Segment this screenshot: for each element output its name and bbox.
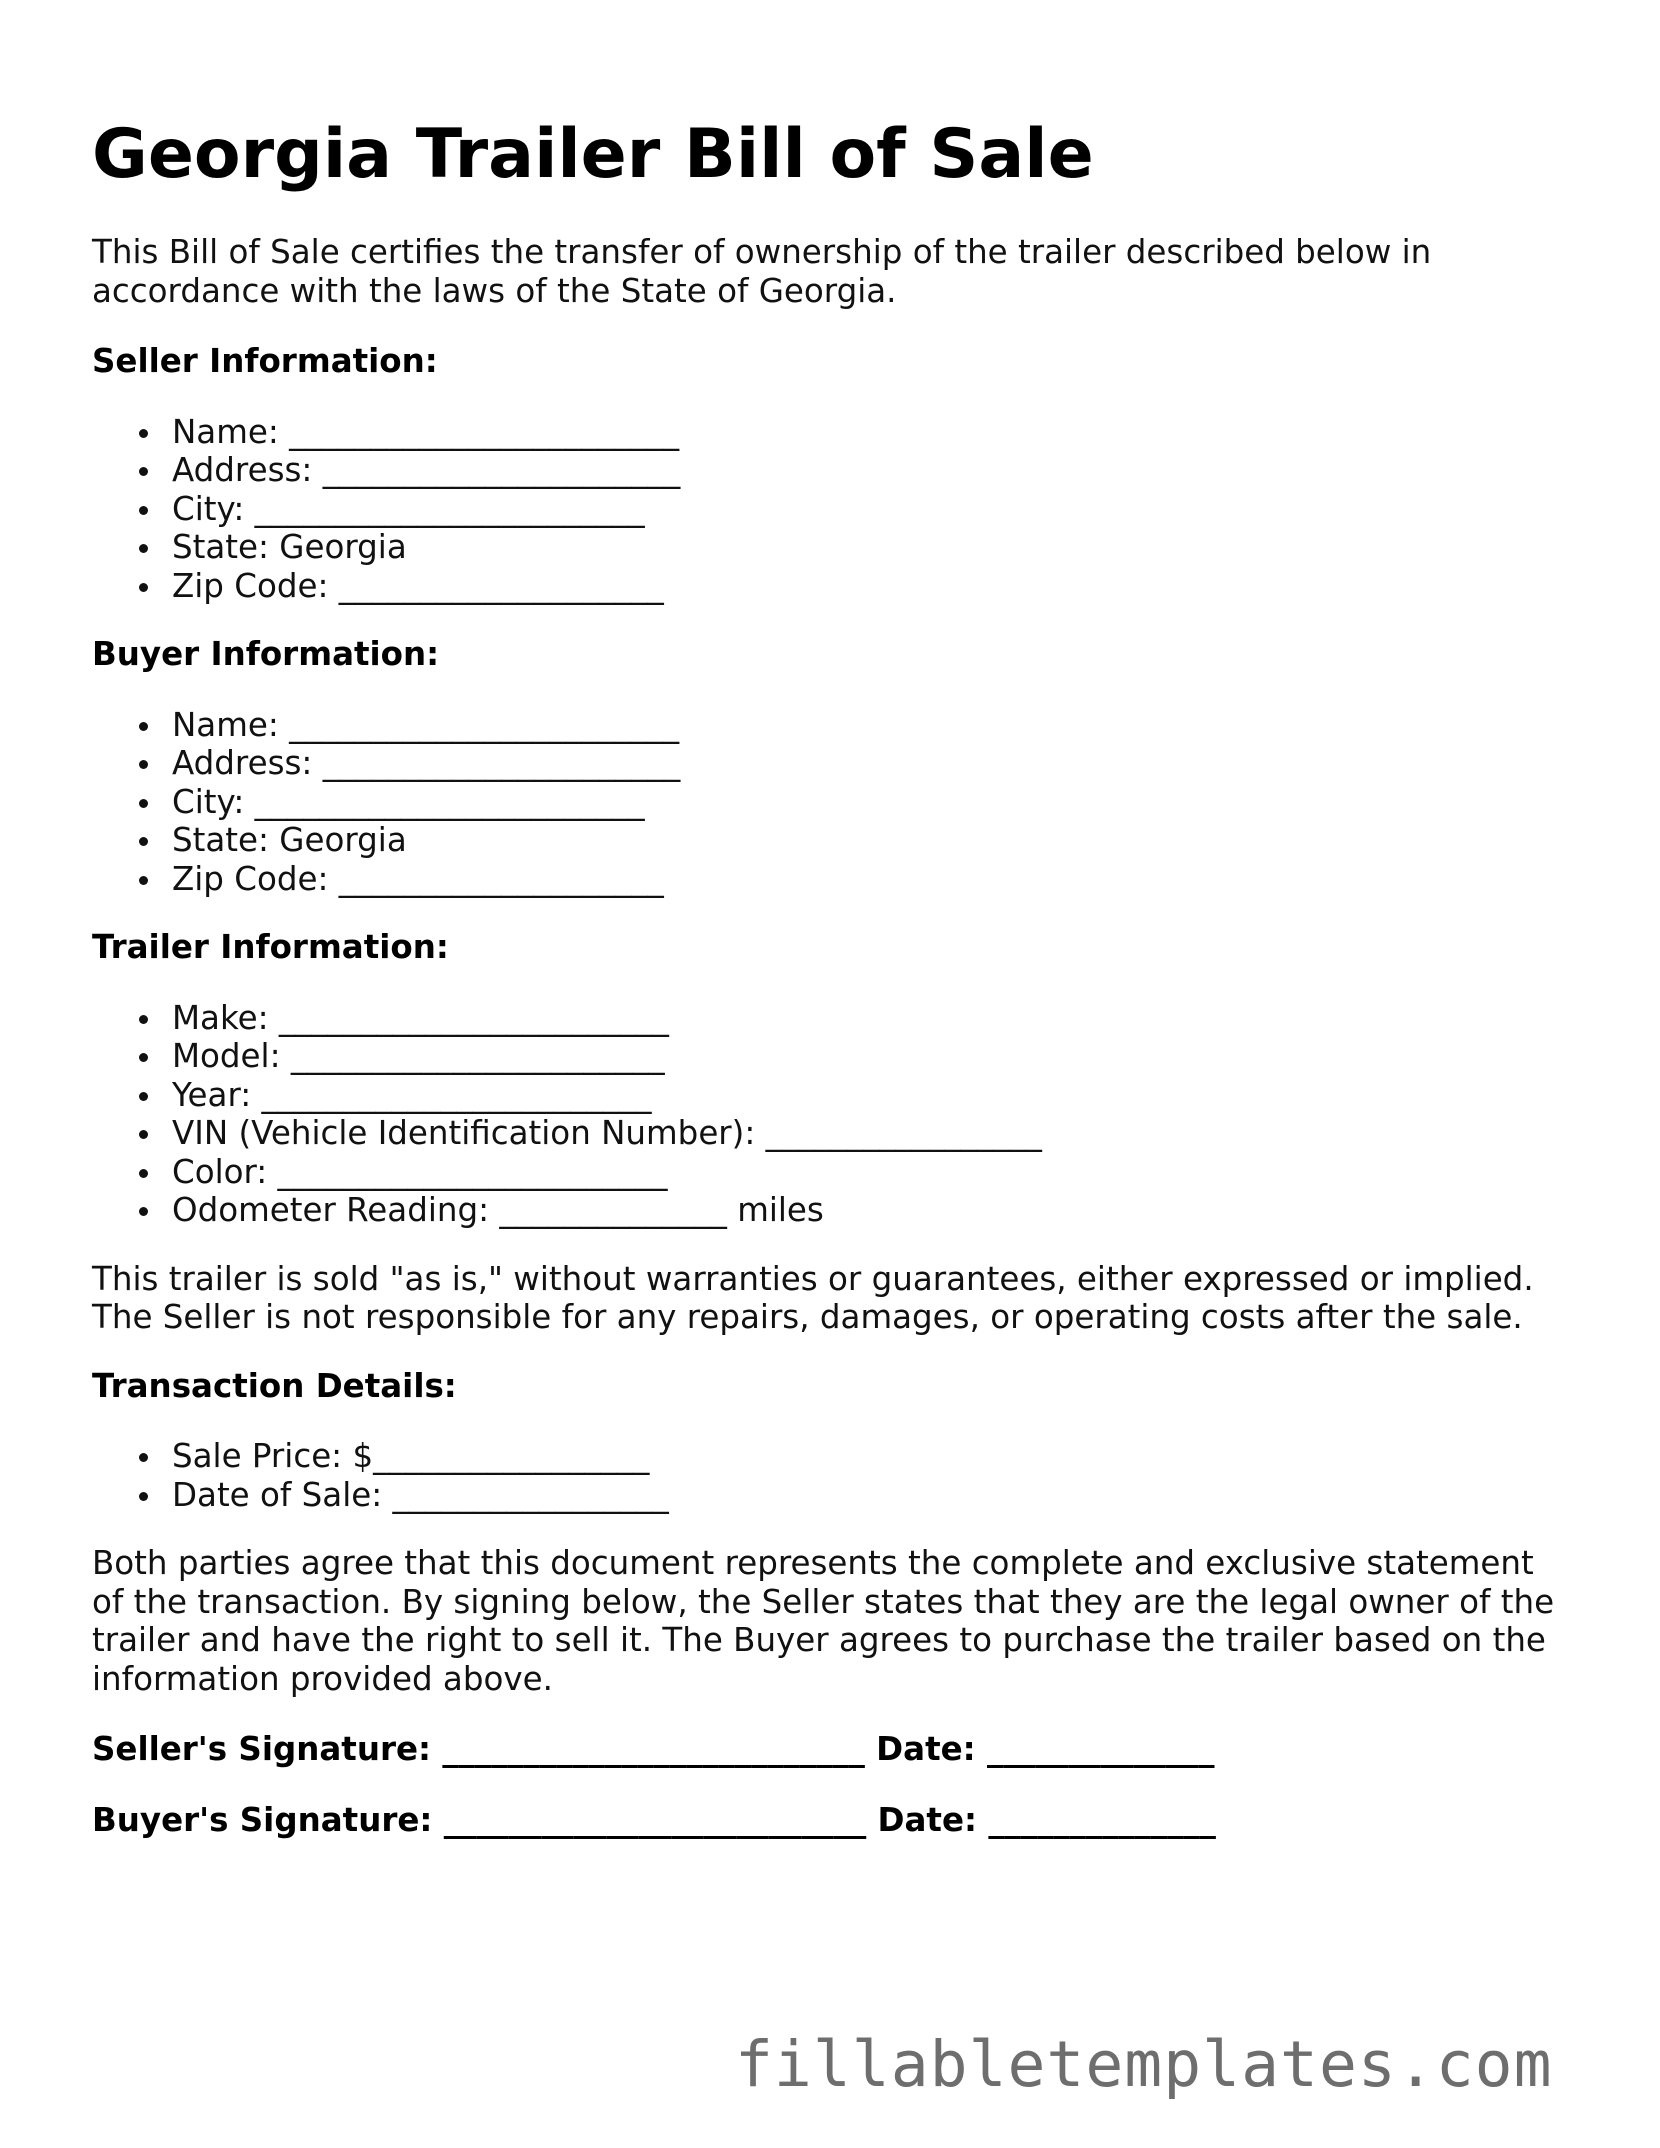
as-is-disclaimer: This trailer is sold "as is," without warranties or guarantees, either expressed or implied. The Seller is not responsible for any repairs, damages, or operating costs after the sale. (92, 1259, 1534, 1336)
seller-state-field: State: Georgia (172, 528, 1572, 567)
trailer-year-field[interactable]: Year: ________________________ (172, 1076, 1572, 1115)
buyer-section-heading: Buyer Information: (92, 635, 440, 673)
seller-signature-line[interactable]: Seller's Signature: __________________________ Date: ______________ (92, 1730, 1215, 1768)
trailer-section-heading: Trailer Information: (92, 928, 449, 966)
seller-city-field[interactable]: City: ________________________ (172, 490, 1572, 529)
trailer-odometer-field[interactable]: Odometer Reading: ______________ miles (172, 1191, 1572, 1230)
seller-section-heading: Seller Information: (92, 342, 438, 380)
seller-info-list (92, 413, 1572, 606)
sale-price-field[interactable]: Sale Price: $_________________ (172, 1437, 1572, 1476)
transaction-section-heading: Transaction Details: (92, 1366, 457, 1405)
buyer-info-list (92, 706, 1572, 899)
trailer-color-field[interactable]: Color: ________________________ (172, 1153, 1572, 1192)
sale-date-field[interactable]: Date of Sale: _________________ (172, 1476, 1572, 1515)
buyer-address-field[interactable]: Address: ______________________ (172, 744, 1572, 783)
intro-paragraph: This Bill of Sale certifies the transfer of ownership of the trailer described below in accordance with the laws of the State of Georgia. (92, 233, 1432, 310)
buyer-signature-line[interactable]: Buyer's Signature: __________________________ Date: ______________ (92, 1800, 1216, 1839)
page-title: Georgia Trailer Bill of Sale (92, 115, 1094, 194)
transaction-details-list (92, 1437, 1572, 1514)
document-page (92, 0, 1572, 1839)
buyer-state-field: State: Georgia (172, 821, 1572, 860)
buyer-city-field[interactable]: City: ________________________ (172, 783, 1572, 822)
buyer-zip-field[interactable]: Zip Code: ____________________ (172, 860, 1572, 899)
buyer-name-field[interactable]: Name: ________________________ (172, 706, 1572, 745)
trailer-info-list (92, 999, 1572, 1230)
seller-address-field[interactable]: Address: ______________________ (172, 451, 1572, 490)
site-watermark: fillabletemplates.com (735, 2028, 1553, 2101)
seller-zip-field[interactable]: Zip Code: ____________________ (172, 567, 1572, 606)
trailer-model-field[interactable]: Model: _______________________ (172, 1037, 1572, 1076)
trailer-vin-field[interactable]: VIN (Vehicle Identification Number): _________________ (172, 1114, 1572, 1153)
trailer-make-field[interactable]: Make: ________________________ (172, 999, 1572, 1038)
agreement-paragraph: Both parties agree that this document represents the complete and exclusive statement of the transaction. By signing below, the Seller states that they are the legal owner of the trailer and have the right to sell it. The Buyer agrees to purchase the trailer based on the information provided above. (92, 1544, 1555, 1698)
seller-name-field[interactable]: Name: ________________________ (172, 413, 1572, 452)
